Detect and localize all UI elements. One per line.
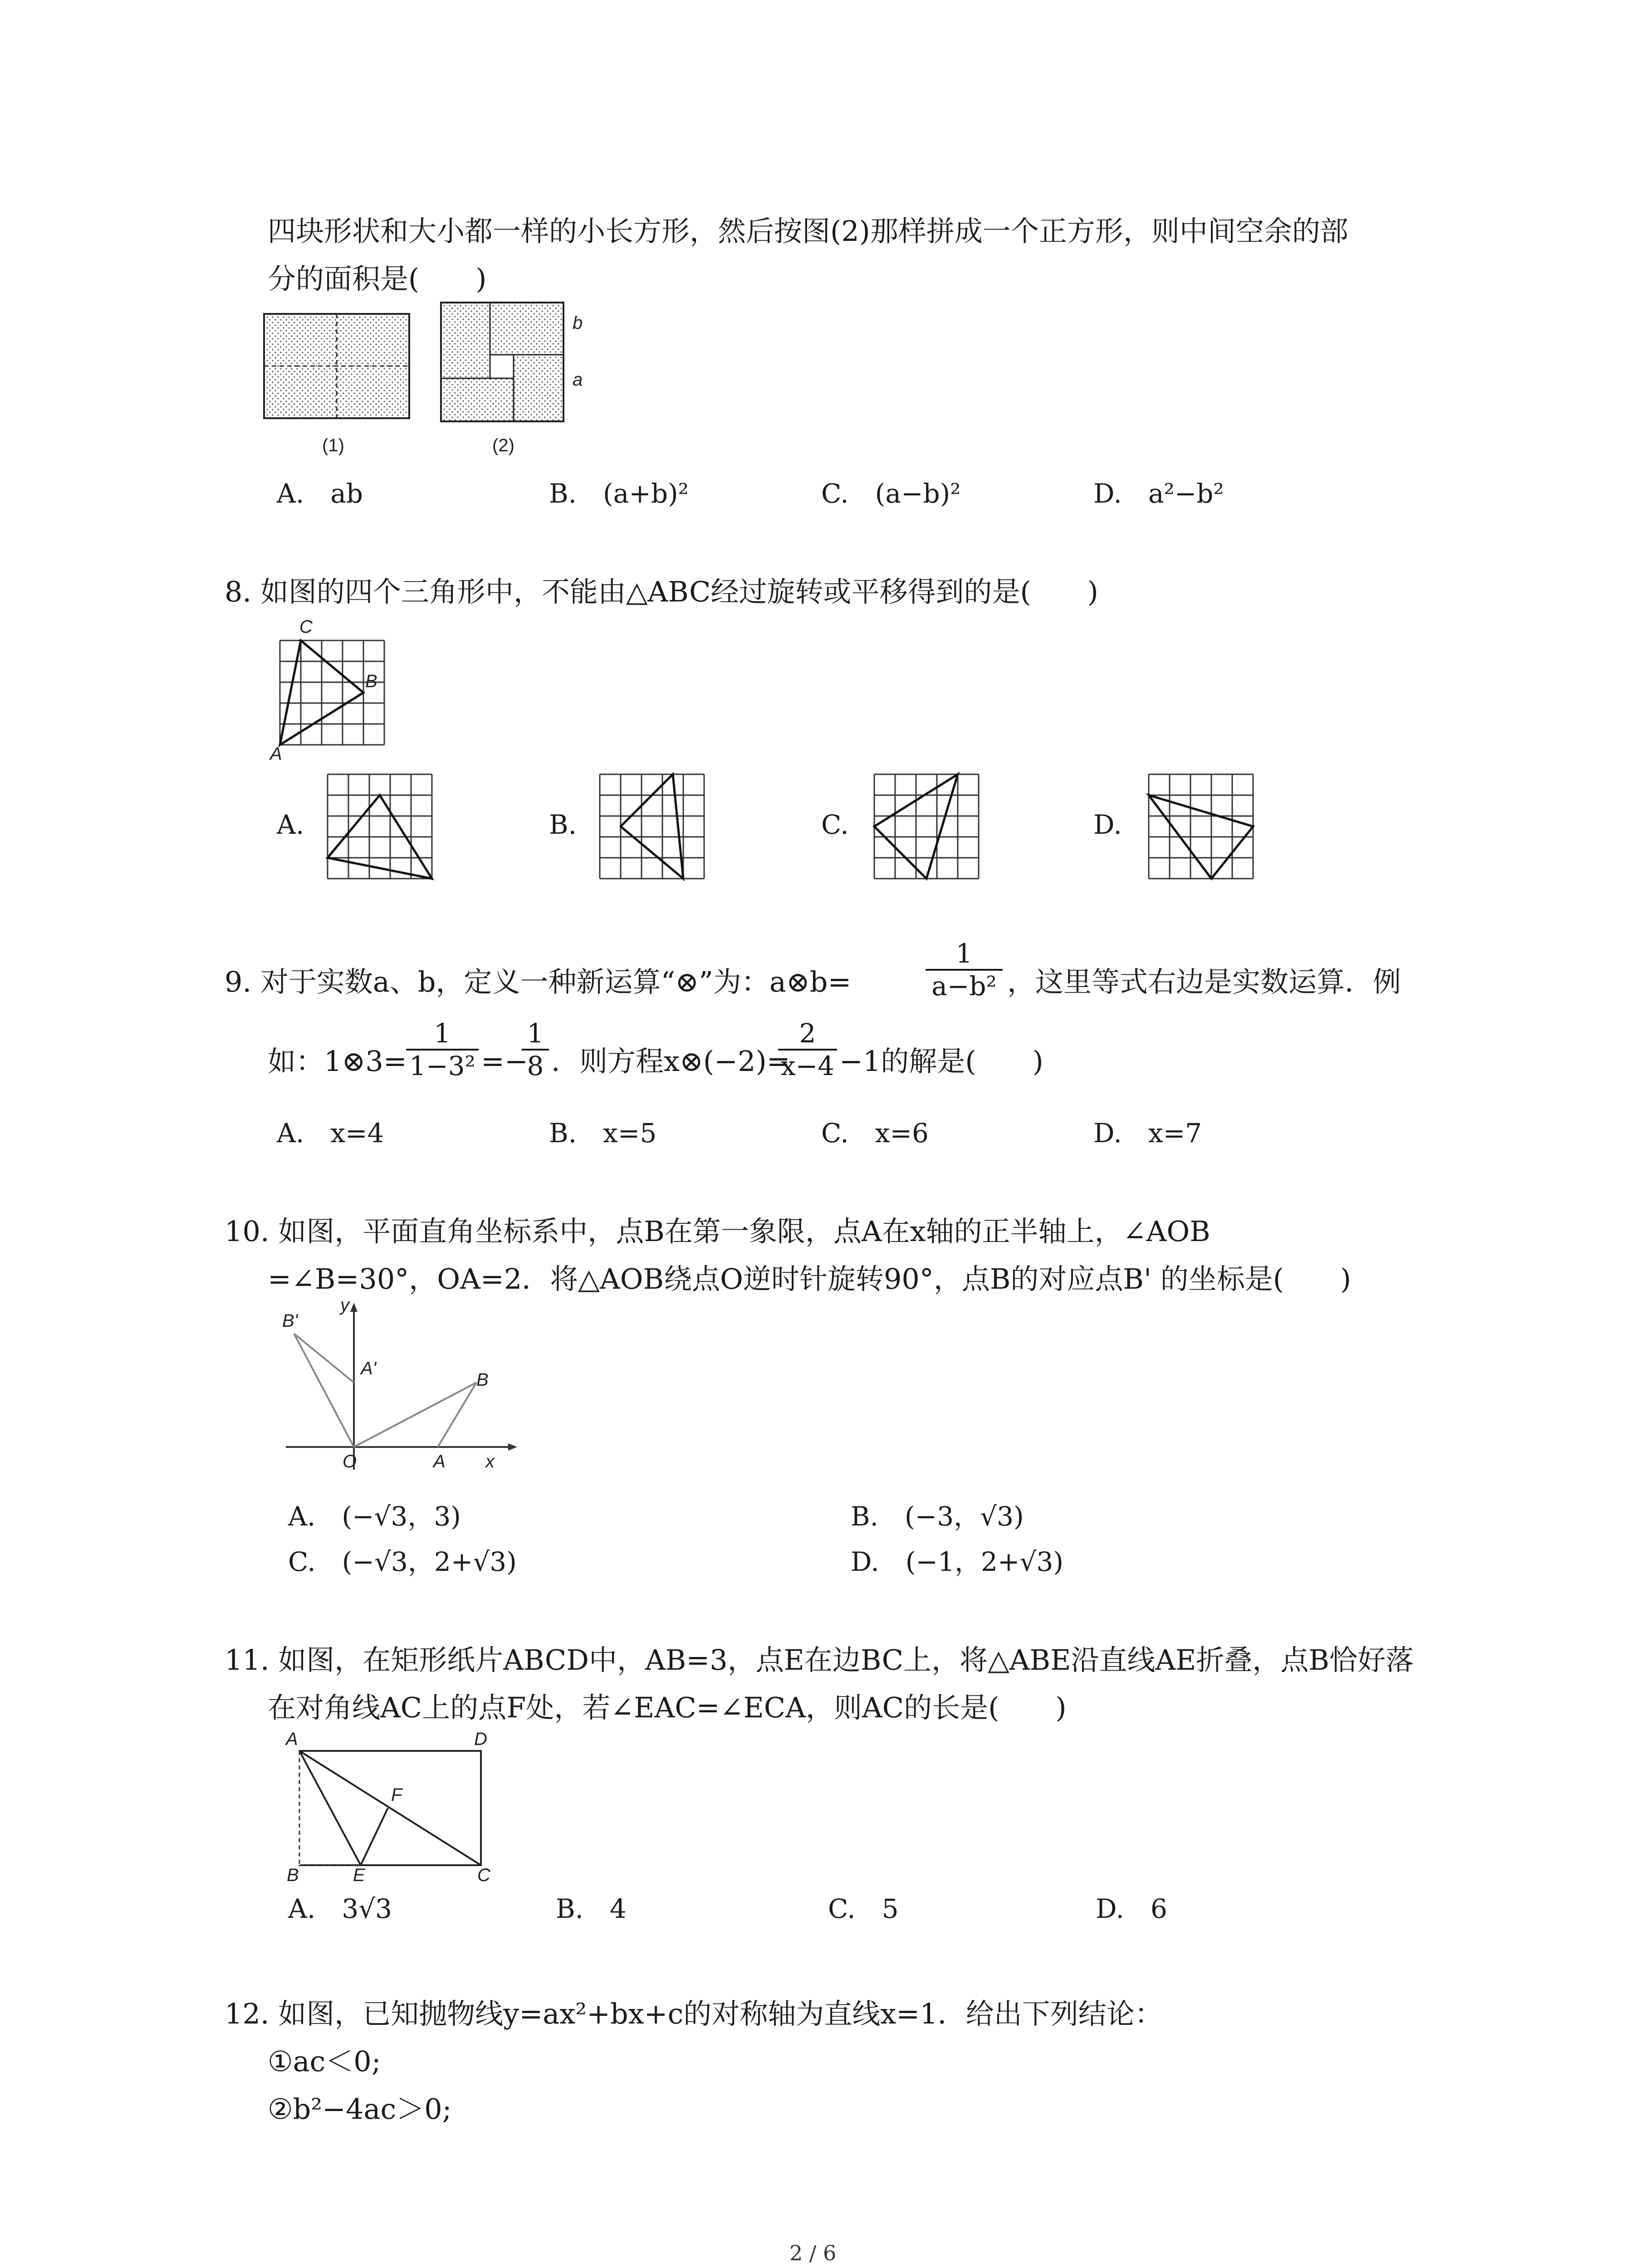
q8-option-a[interactable]: A. xyxy=(277,809,304,840)
q8-option-b[interactable]: B. xyxy=(549,809,577,840)
q11-option-a[interactable]: A. 3√3 xyxy=(288,1893,392,1924)
q9-option-c[interactable]: C. x=6 xyxy=(821,1118,929,1149)
q9-frac-result xyxy=(522,1018,549,1081)
q7-line-1: 四块形状和大小都一样的小长方形，然后按图(2)那样拼成一个正方形，则中间空余的部 xyxy=(268,215,1348,248)
q9-line-2-equals: =− xyxy=(481,1045,528,1078)
q7-figure-2 xyxy=(440,302,567,424)
q11-label-f: F xyxy=(391,1785,402,1805)
q11-rectangle-figure xyxy=(290,1746,485,1873)
q9-frac-result-num: 1 xyxy=(527,1018,544,1049)
q12-stem: 12. 如图，已知抛物线y=ax²+bx+c的对称轴为直线x=1．给出下列结论： xyxy=(225,1997,1163,2030)
q9-option-a[interactable]: A. x=4 xyxy=(277,1118,384,1149)
q12-item-1: ①ac＜0; xyxy=(268,2045,381,2078)
q11-line-2: 在对角线AC上的点F处，若∠EAC=∠ECA，则AC的长是( ) xyxy=(268,1691,1067,1724)
q11-label-c: C xyxy=(477,1865,490,1885)
q10-label-a: A xyxy=(433,1452,446,1471)
q8-option-a-grid[interactable] xyxy=(327,773,436,882)
q9-option-b[interactable]: B. x=5 xyxy=(549,1118,657,1149)
q9-frac-example-den: 1−3² xyxy=(406,1049,479,1081)
q9-line-2-end: −1的解是( ) xyxy=(839,1045,1043,1078)
q9-frac-definition-num: 1 xyxy=(955,938,973,969)
q7-option-d[interactable]: D. a²−b² xyxy=(1093,478,1224,509)
q9-line-1-end: ，这里等式右边是实数运算．例 xyxy=(1007,965,1401,998)
q11-option-c[interactable]: C. 5 xyxy=(828,1893,899,1924)
q11-label-a: A xyxy=(286,1729,298,1749)
q9-frac-definition-den: a−b² xyxy=(926,969,1003,1002)
q8-label-a: A xyxy=(270,744,282,764)
q7-side-b: b xyxy=(573,313,583,333)
q10-line-2: =∠B=30°，OA=2．将△AOB绕点O逆时针旋转90°，点B的对应点B' 的坐标是( ) xyxy=(268,1262,1352,1295)
q11-label-e: E xyxy=(353,1865,365,1885)
q8-option-c-grid[interactable] xyxy=(873,773,982,882)
q8-label-b: B xyxy=(365,671,377,691)
q11-line-1: 11. 如图，在矩形纸片ABCD中，AB=3，点E在边BC上，将△ABE沿直线AE折叠，点B恰好落 xyxy=(225,1643,1414,1677)
q8-option-d[interactable]: D. xyxy=(1093,809,1122,840)
q8-option-d-grid[interactable] xyxy=(1148,773,1257,882)
q8-abc-grid xyxy=(279,640,388,748)
q9-frac-example-num: 1 xyxy=(434,1018,451,1049)
q10-option-b[interactable]: B. (−3，√3) xyxy=(851,1501,1024,1532)
q10-option-a[interactable]: A. (−√3，3) xyxy=(288,1501,461,1532)
q11-option-d[interactable]: D. 6 xyxy=(1096,1893,1167,1924)
q7-option-b[interactable]: B. (a+b)² xyxy=(549,478,689,509)
q9-line-2-start: 如：1⊗3= xyxy=(268,1045,407,1078)
q7-side-a: a xyxy=(573,370,583,390)
q12-item-2: ②b²−4ac＞0; xyxy=(268,2092,452,2126)
q9-line-2-equation: ．则方程x⊗(−2)= xyxy=(551,1045,790,1078)
q8-option-c[interactable]: C. xyxy=(821,809,849,840)
q7-option-a[interactable]: A. ab xyxy=(277,478,363,509)
q7-figure-2-label: (2) xyxy=(492,435,514,455)
q8-option-b-grid[interactable] xyxy=(599,773,708,882)
q9-frac-equation-num: 2 xyxy=(799,1018,816,1049)
page-number: 2 / 6 xyxy=(789,2241,837,2265)
q11-label-b: B xyxy=(287,1865,299,1885)
q9-frac-equation-den: x−4 xyxy=(778,1049,837,1081)
q8-label-c: C xyxy=(299,617,313,637)
q11-label-d: D xyxy=(474,1729,487,1749)
q7-figure-1 xyxy=(263,313,413,422)
q10-option-d[interactable]: D. (−1，2+√3) xyxy=(851,1546,1063,1577)
q10-option-c[interactable]: C. (−√3，2+√3) xyxy=(288,1546,517,1577)
q7-option-c[interactable]: C. (a−b)² xyxy=(821,478,961,509)
q7-figure-1-label: (1) xyxy=(322,435,344,455)
q10-label-o: O xyxy=(343,1452,357,1471)
q8-stem: 8. 如图的四个三角形中，不能由△ABC经过旋转或平移得到的是( ) xyxy=(225,575,1098,608)
q11-option-b[interactable]: B. 4 xyxy=(556,1893,627,1924)
q7-line-2: 分的面积是( ) xyxy=(268,262,487,295)
q10-line-1: 10. 如图，平面直角坐标系中，点B在第一象限，点A在x轴的正半轴上，∠AOB xyxy=(225,1215,1210,1248)
q9-frac-result-den: 8 xyxy=(522,1049,549,1081)
q9-frac-equation xyxy=(778,1018,837,1081)
q10-label-b-prime: B' xyxy=(282,1311,298,1331)
q9-frac-example xyxy=(406,1018,479,1081)
q9-option-d[interactable]: D. x=7 xyxy=(1093,1118,1202,1149)
q10-label-a-prime: A' xyxy=(361,1359,377,1378)
q10-label-y: y xyxy=(340,1295,349,1315)
q9-frac-definition xyxy=(926,938,1003,1002)
q10-label-x: x xyxy=(485,1452,495,1471)
q9-line-1-start: 9. 对于实数a、b，定义一种新运算“⊗”为：a⊗b= xyxy=(225,965,852,998)
q10-label-b: B xyxy=(476,1370,489,1390)
